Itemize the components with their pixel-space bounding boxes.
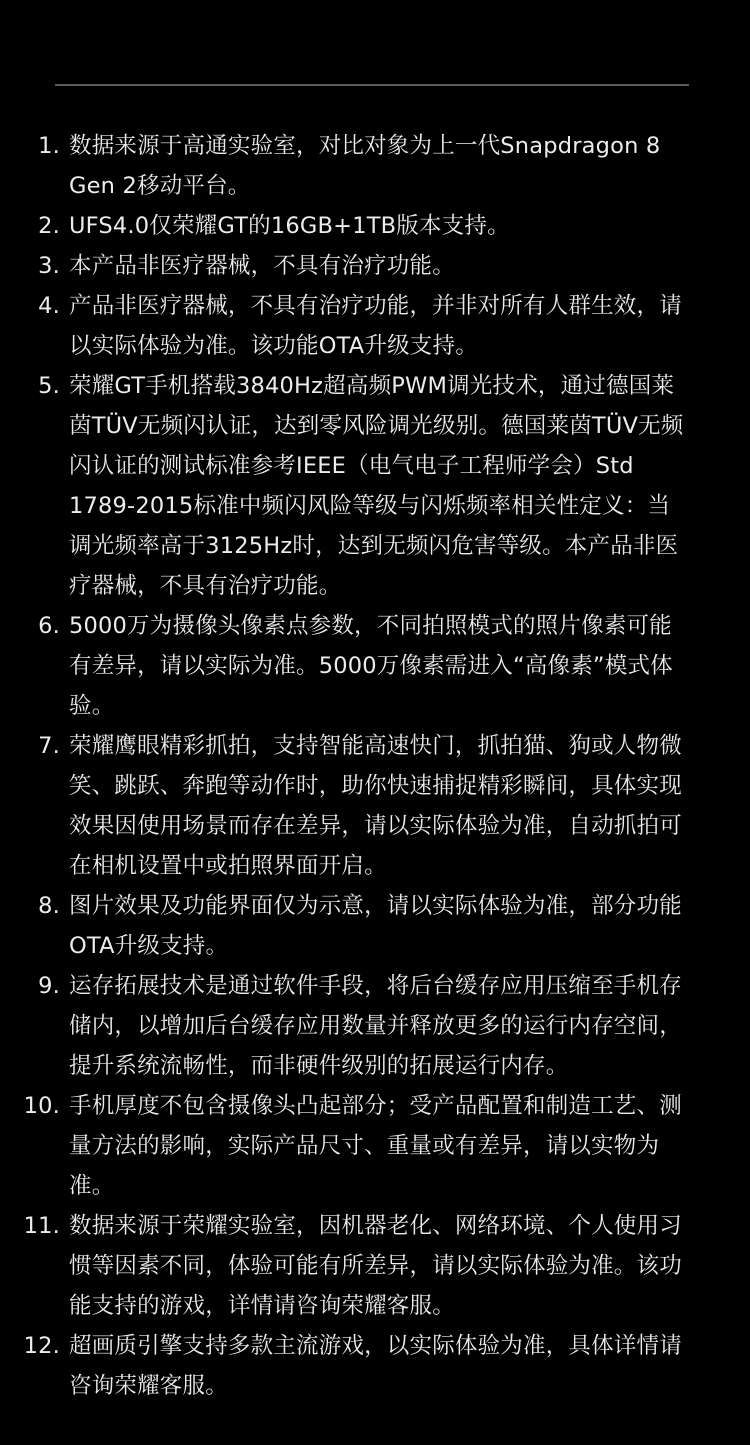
footnote-text: 荣耀GT手机搭载3840Hz超高频PWM调光技术，通过德国莱茵TÜV无频闪认证，达到零风险调光级别。德国莱茵TÜV无频闪认证的测试标准参考IEEE（电气电子工程师学会）Std 1789-2015标准中频闪风险等级与闪烁频率相关性定义：当调光频率高于3125Hz时，达到无频闪危害等级。本产品非医疗器械，不具有治疗功能。 xyxy=(69,373,684,599)
footnote-text: 手机厚度不包含摄像头凸起部分；受产品配置和制造工艺、测量方法的影响，实际产品尺寸、重量或有差异，请以实物为准。 xyxy=(69,1093,682,1199)
footnote-number: 1. xyxy=(38,133,60,159)
footnote-text: 运存拓展技术是通过软件手段，将后台缓存应用压缩至手机存储内，以增加后台缓存应用数量并释放更多的运行内存空间，提升系统流畅性，而非硬件级别的拓展运行内存。 xyxy=(69,973,682,1079)
footnote-text: UFS4.0仅荣耀GT的16GB+1TB版本支持。 xyxy=(69,213,510,239)
footnote-item xyxy=(0,966,750,1086)
footnote-item xyxy=(0,606,750,726)
footnote-number: 8. xyxy=(38,893,60,919)
section-divider xyxy=(55,84,689,86)
footnote-text: 本产品非医疗器械，不具有治疗功能。 xyxy=(69,253,455,279)
footnote-item xyxy=(0,206,750,246)
footnote-text: 超画质引擎支持多款主流游戏，以实际体验为准，具体详情请咨询荣耀客服。 xyxy=(69,1333,682,1399)
footnote-number: 3. xyxy=(38,253,60,279)
footnote-text: 数据来源于荣耀实验室，因机器老化、网络环境、个人使用习惯等因素不同，体验可能有所差异，请以实际体验为准。该功能支持的游戏，详情请咨询荣耀客服。 xyxy=(69,1213,682,1319)
footnote-number: 4. xyxy=(38,293,60,319)
footnote-item xyxy=(0,1326,750,1406)
footnote-number: 10. xyxy=(23,1093,60,1119)
footnote-number: 5. xyxy=(38,373,60,399)
footnote-item xyxy=(0,1086,750,1206)
footnote-item xyxy=(0,886,750,966)
footnote-text: 5000万为摄像头像素点参数，不同拍照模式的照片像素可能有差异，请以实际为准。5000万像素需进入“高像素”模式体验。 xyxy=(69,613,673,719)
footnote-item xyxy=(0,126,750,206)
footnote-item xyxy=(0,366,750,606)
footnote-item xyxy=(0,246,750,286)
footnote-number: 6. xyxy=(38,613,60,639)
footnote-item xyxy=(0,1206,750,1326)
footnote-text: 数据来源于高通实验室，对比对象为上一代Snapdragon 8 Gen 2移动平台。 xyxy=(69,133,661,199)
footnote-item xyxy=(0,726,750,886)
footnote-number: 9. xyxy=(38,973,60,999)
footnote-number: 12. xyxy=(23,1333,60,1359)
footnote-text: 荣耀鹰眼精彩抓拍，支持智能高速快门，抓拍猫、狗或人物微笑、跳跃、奔跑等动作时，助你快速捕捉精彩瞬间，具体实现效果因使用场景而存在差异，请以实际体验为准，自动抓拍可在相机设置中或拍照界面开启。 xyxy=(69,733,682,879)
footnote-text: 图片效果及功能界面仅为示意，请以实际体验为准，部分功能OTA升级支持。 xyxy=(69,893,682,959)
footnotes-list xyxy=(0,126,750,1406)
footnote-text: 产品非医疗器械，不具有治疗功能，并非对所有人群生效，请以实际体验为准。该功能OTA升级支持。 xyxy=(69,293,682,359)
footnote-number: 2. xyxy=(38,213,60,239)
footnote-number: 7. xyxy=(38,733,60,759)
footnote-item xyxy=(0,286,750,366)
footnote-number: 11. xyxy=(23,1213,60,1239)
